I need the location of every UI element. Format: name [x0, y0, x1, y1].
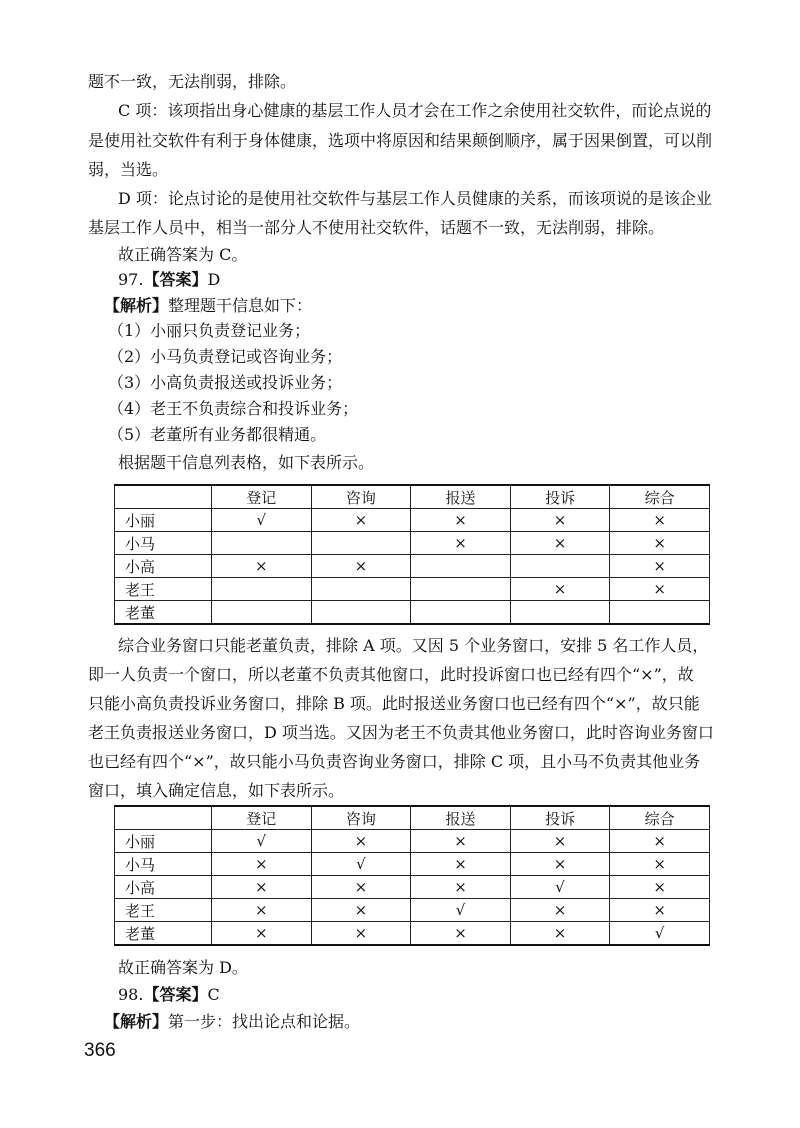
table-header: 登记 [212, 806, 312, 830]
answer-value: D [207, 270, 221, 289]
table-cell: √ [212, 509, 312, 532]
row-label: 小马 [115, 532, 212, 555]
paragraph-line: 基层工作人员中，相当一部分人不使用社交软件，话题不一致，无法削弱，排除。 [88, 218, 665, 237]
paragraph-line: 题不一致，无法削弱，排除。 [88, 72, 297, 91]
answer-label: 【答案】 [143, 985, 208, 1004]
table-cell: × [311, 876, 411, 899]
table-row [115, 853, 710, 876]
table-cell: √ [510, 876, 610, 899]
row-label: 老董 [115, 922, 212, 946]
question-98-answer [118, 985, 220, 1005]
row-label: 小高 [115, 876, 212, 899]
option-c-line: C 项：该项指出身心健康的基层工作人员才会在工作之余使用社交软件，而论点说的 [118, 101, 712, 120]
answer-value: C [207, 985, 220, 1004]
explanation-line: 也已经有四个“×”，故只能小马负责咨询业务窗口，排除 C 项，且小马不负责其他业务 [88, 752, 701, 771]
conclusion-d: 故正确答案为 D。 [118, 958, 248, 977]
condition-item: （3）小高负责报送或投诉业务； [108, 373, 343, 392]
table-cell: × [510, 853, 610, 876]
table-cell: × [510, 509, 610, 532]
table-cell [411, 555, 511, 578]
table-cell: √ [212, 830, 312, 853]
table-header: 投诉 [510, 806, 610, 830]
row-label: 老王 [115, 899, 212, 922]
explanation-line: 老王负责报送业务窗口，D 项当选。又因为老王不负责其他业务窗口，此时咨询业务窗口 [88, 723, 714, 742]
table-header: 咨询 [311, 806, 411, 830]
table-row [115, 601, 710, 625]
explanation-line: 窗口，填入确定信息，如下表所示。 [88, 781, 345, 800]
table-cell [212, 601, 312, 625]
condition-item: （4）老王不负责综合和投诉业务； [108, 399, 359, 418]
table-row [115, 899, 710, 922]
row-label: 小丽 [115, 509, 212, 532]
question-98-analysis [104, 1012, 360, 1032]
table-cell: × [311, 509, 411, 532]
condition-item: （1）小丽只负责登记业务； [108, 321, 311, 340]
table-cell [212, 532, 312, 555]
table-initial [114, 484, 710, 625]
table-cell: × [510, 899, 610, 922]
table-header-corner [115, 485, 212, 509]
question-97-answer [118, 270, 220, 290]
row-label: 小马 [115, 853, 212, 876]
answer-label: 【答案】 [143, 270, 208, 289]
table-cell [411, 578, 511, 601]
table-cell: × [610, 555, 710, 578]
table-cell: × [311, 922, 411, 946]
table-cell: × [311, 555, 411, 578]
explanation-line: 综合业务窗口只能老董负责，排除 A 项。又因 5 个业务窗口，安排 5 名工作人员， [118, 636, 709, 655]
table-cell: √ [610, 922, 710, 946]
table-cell: × [610, 532, 710, 555]
table-row [115, 922, 710, 946]
table-cell: × [610, 509, 710, 532]
table-cell: × [610, 830, 710, 853]
paragraph-line: 弱，当选。 [88, 160, 169, 179]
conclusion-c: 故正确答案为 C。 [118, 245, 248, 264]
table-header: 报送 [411, 485, 511, 509]
analysis-label: 【解析】 [104, 296, 169, 315]
table-cell [311, 601, 411, 625]
table-cell [510, 601, 610, 625]
table-cell: × [411, 922, 511, 946]
table-cell [311, 532, 411, 555]
table-cell: × [411, 532, 511, 555]
table-cell: × [610, 899, 710, 922]
table-cell: × [212, 899, 312, 922]
table-header: 咨询 [311, 485, 411, 509]
table-cell [311, 578, 411, 601]
table-cell: × [411, 509, 511, 532]
table-cell [610, 601, 710, 625]
table-cell: × [311, 899, 411, 922]
row-label: 小丽 [115, 830, 212, 853]
table-header: 报送 [411, 806, 511, 830]
question-number: 98. [118, 985, 144, 1004]
table-cell: × [610, 876, 710, 899]
table-intro: 根据题干信息列表格，如下表所示。 [118, 453, 375, 472]
row-label: 老董 [115, 601, 212, 625]
table-cell: × [212, 922, 312, 946]
table-header: 投诉 [510, 485, 610, 509]
table-cell: × [610, 578, 710, 601]
table-row [115, 532, 710, 555]
table-cell: × [411, 830, 511, 853]
analysis-intro: 整理题干信息如下： [168, 296, 313, 315]
paragraph-line: 是使用社交软件有利于身体健康，选项中将原因和结果颠倒顺序，属于因果倒置，可以削 [88, 131, 713, 150]
table-cell: × [610, 853, 710, 876]
table-row [115, 578, 710, 601]
table-header: 综合 [610, 485, 710, 509]
question-97-analysis [104, 296, 312, 316]
table-cell: × [212, 555, 312, 578]
table-header: 综合 [610, 806, 710, 830]
table-row [115, 830, 710, 853]
condition-item: （2）小马负责登记或咨询业务； [108, 347, 343, 366]
table-cell: × [411, 853, 511, 876]
table-cell: × [510, 578, 610, 601]
analysis-label: 【解析】 [104, 1012, 169, 1031]
option-d-line: D 项：论点讨论的是使用社交软件与基层工作人员健康的关系，而该项说的是该企业 [118, 189, 712, 208]
table-cell: × [510, 532, 610, 555]
table-cell: √ [311, 853, 411, 876]
table-cell [212, 578, 312, 601]
table-cell: × [411, 876, 511, 899]
table-cell [411, 601, 511, 625]
table-cell: × [510, 830, 610, 853]
condition-item: （5）老董所有业务都很精通。 [108, 425, 327, 444]
table-row [115, 509, 710, 532]
table-cell [510, 555, 610, 578]
explanation-line: 只能小高负责投诉业务窗口，排除 B 项。此时报送业务窗口也已经有四个“×”，故只能 [88, 694, 700, 713]
row-label: 小高 [115, 555, 212, 578]
table-row [115, 555, 710, 578]
table-header: 登记 [212, 485, 312, 509]
table-cell: × [510, 922, 610, 946]
table-final [114, 805, 710, 946]
table-cell: × [212, 853, 312, 876]
table-cell: √ [411, 899, 511, 922]
table-cell: × [212, 876, 312, 899]
analysis-text: 第一步：找出论点和论据。 [168, 1012, 361, 1031]
question-number: 97. [118, 270, 144, 289]
table-header-corner [115, 806, 212, 830]
table-row [115, 876, 710, 899]
explanation-line: 即一人负责一个窗口，所以老董不负责其他窗口，此时投诉窗口也已经有四个“×”，故 [88, 665, 694, 684]
table-cell: × [311, 830, 411, 853]
page-number: 366 [84, 1040, 116, 1061]
row-label: 老王 [115, 578, 212, 601]
